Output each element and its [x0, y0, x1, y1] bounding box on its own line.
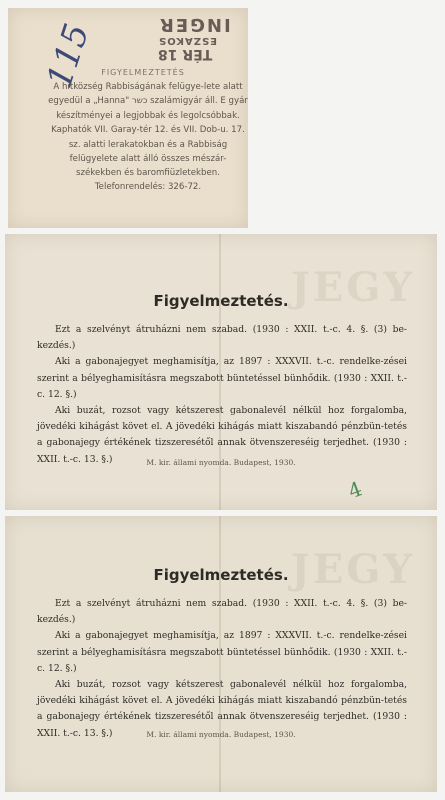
printer-footer: M. kir. állami nyomda. Budapest, 1930.: [146, 730, 296, 739]
warning-coupon-2: [5, 516, 437, 792]
stamp-line-3: INGER: [158, 14, 231, 35]
paragraph-forgery: Aki a gabonajegyet meghamisítja, az 1897 : XXXVII. t.-c. rendelke-zései szerint a bélyeghamisításra megszabott büntetéssel bünhődik. (1930 : XXII. t.-c. 12. §.): [37, 356, 407, 400]
paragraph-transfer: Ezt a szelvényt átruházni nem szabad. (1930 : XXII. t.-c. 4. §. (3) be-kezdés.): [37, 324, 407, 352]
inverted-stamp: [158, 14, 250, 62]
warning-coupon-1: [5, 234, 437, 510]
paragraph-excise: Aki buzát, rozsot vagy kétszerest gabonalevél nélkül hoz forgalomba, jövedéki kihágást követ el. A jövedéki kihágás miatt kiszabandó pénzbün-tetés a gabonajegy értékének tizszeresétől annak ötvenszereséig terjedhet. (1930 : XXII. t.-c. 13. §.): [37, 405, 407, 465]
notice-title: Figyelmeztetés.: [153, 566, 289, 584]
printer-footer: M. kir. állami nyomda. Budapest, 1930.: [146, 458, 296, 467]
slip-heading: FIGYELMEZTETÉS: [101, 68, 185, 77]
slip-phone: Telefonrendelés: 326-72.: [94, 182, 202, 192]
handwritten-number: 115: [39, 18, 98, 94]
paragraph-forgery: Aki a gabonajegyet meghamisítja, az 1897 : XXXVII. t.-c. rendelke-zései szerint a bélyeghamisításra megszabott büntetéssel bünhődik. (1930 : XXII. t.-c. 12. §.): [37, 630, 407, 674]
paragraph-excise: Aki buzát, rozsot vagy kétszerest gabonalevél nélkül hoz forgalomba, jövedéki kihágást követ el. A jövedéki kihágás miatt kiszabandó pénzbün-tetés a gabonajegy értékének tizszeresétől annak ötvenszereséig terjedhet. (1930 : XXII. t.-c. 13. §.): [37, 679, 407, 739]
advertisement-slip: [8, 8, 248, 228]
stamp-line-2: ESZAKOS: [158, 35, 218, 46]
notice-title: Figyelmeztetés.: [153, 292, 289, 310]
paragraph-transfer: Ezt a szelvényt átruházni nem szabad. (1930 : XXII. t.-c. 4. §. (3) be-kezdés.): [37, 598, 407, 626]
show-through-text: JEGY: [290, 264, 415, 311]
show-through-text: JEGY: [290, 546, 415, 593]
notice-body: [37, 322, 407, 468]
green-pencil-mark: 4: [344, 476, 366, 504]
notice-body: [37, 596, 407, 742]
stamp-line-1: TÉR 18: [158, 46, 213, 62]
slip-body-text: A hitközség Rabbiságának felügye-lete alatt egyedül a „Hanna" כשר szalámigyár áll. E gyár készítményei a legjobbak és legolcsóbbak. Kaphatók VII. Garay-tér 12. és VII. Dob-u. 17. sz. alatti lerakatokban és a Rabbiság felügyelete alatt álló összes mészár-székekben és baromfiüzletekben.: [48, 82, 248, 179]
